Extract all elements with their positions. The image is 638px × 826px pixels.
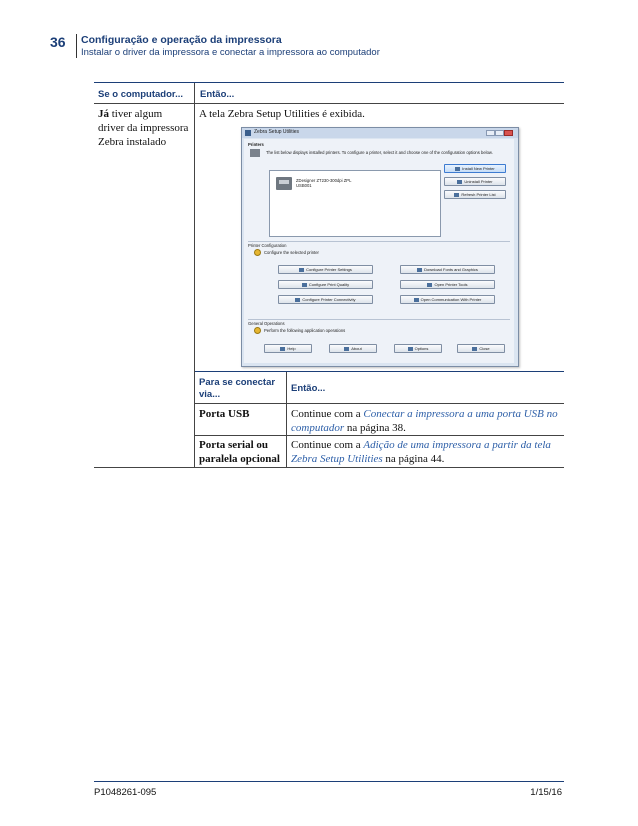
uninstall-icon [457, 180, 462, 184]
serial-prefix: Continue com a [291, 439, 361, 451]
subtable-row-rule [195, 435, 564, 436]
subrow-serial-label: Porta serial ou paralela opcional [199, 439, 280, 465]
row-condition-text: tiver algum driver da impressora Zebra instalado [98, 108, 189, 148]
download-icon [417, 268, 422, 272]
page-number: 36 [50, 34, 66, 50]
printer-list[interactable] [269, 170, 441, 237]
install-new-printer-button[interactable]: Install New Printer [444, 164, 506, 173]
table-top-rule [94, 82, 564, 83]
connectivity-icon [295, 298, 300, 302]
about-button[interactable]: About [329, 344, 377, 353]
general-operations-desc: Perform the following application operations [264, 328, 346, 333]
usb-suffix: na página 38. [346, 422, 406, 434]
close-button[interactable]: Close [457, 344, 505, 353]
window-title: Zebra Setup Utilities [254, 129, 300, 135]
subtable-header-rule [195, 403, 564, 404]
subrow-usb-label: Porta USB [199, 408, 250, 420]
close-app-icon [472, 347, 477, 351]
section-title: Instalar o driver da impressora e conectar a impressora ao computador [81, 47, 380, 58]
col-header-computer: Se o computador... [98, 89, 183, 100]
help-button[interactable]: Help [264, 344, 312, 353]
row-result: A tela Zebra Setup Utilities é exibida. [199, 108, 365, 120]
printer-name[interactable]: ZDesigner ZT230-300dpi ZPL [296, 178, 352, 183]
table-bottom-rule [94, 467, 564, 468]
printer-configuration-label: Printer Configuration [248, 243, 287, 248]
printer-port: USB001 [296, 183, 312, 188]
col-header-then: Então... [200, 89, 235, 100]
zebra-setup-window [241, 127, 519, 367]
printer-icon [250, 149, 260, 157]
table-column-divider [194, 83, 195, 468]
row-condition-bold: Já [98, 108, 109, 120]
configure-printer-connectivity-button[interactable]: Configure Printer Connectivity [278, 295, 373, 304]
chapter-title: Configuração e operação da impressora [81, 34, 282, 46]
subtable-top-rule [195, 371, 564, 372]
window-body [244, 139, 514, 363]
uninstall-printer-button[interactable]: Uninstall Printer [444, 177, 506, 186]
serial-connection-link[interactable]: Adição de uma impressora a partir da tela Zebra Setup Utilities [291, 439, 551, 465]
close-icon[interactable] [504, 130, 513, 136]
quality-icon [302, 283, 307, 287]
download-fonts-graphics-button[interactable]: Download Fonts and Graphics [400, 265, 495, 274]
settings-icon [299, 268, 304, 272]
refresh-icon [454, 193, 459, 197]
usb-connection-link[interactable]: Conectar a impressora a uma porta USB no computador [291, 408, 558, 434]
serial-suffix: na página 44. [385, 453, 445, 465]
window-titlebar [242, 128, 518, 138]
maximize-icon[interactable] [495, 130, 504, 136]
header-rule [94, 103, 564, 104]
install-icon [455, 167, 460, 171]
printers-description: The list below displays installed printers. To configure a printer, select it and choose one of the configuration options below. [266, 150, 493, 155]
document-id: P1048261-095 [94, 787, 157, 798]
refresh-printer-list-button[interactable]: Refresh Printer List [444, 190, 506, 199]
open-printer-tools-button[interactable]: Open Printer Tools [400, 280, 495, 289]
open-communication-button[interactable]: Open Communication With Printer [400, 295, 495, 304]
configure-printer-settings-button[interactable]: Configure Printer Settings [278, 265, 373, 274]
app-icon [245, 130, 251, 136]
footer-rule [94, 781, 564, 782]
operations-gear-icon [254, 327, 261, 334]
subcol-header-then: Então... [291, 383, 326, 394]
usb-prefix: Continue com a [291, 408, 361, 420]
subcol-header-connect: Para se conectar via... [199, 377, 276, 400]
tools-icon [427, 283, 432, 287]
printers-label: Printers [248, 142, 264, 147]
zebra-printer-icon [276, 177, 292, 190]
section-separator [248, 319, 510, 320]
help-icon [280, 347, 285, 351]
header-divider [76, 34, 77, 58]
subtable-column-divider [286, 372, 287, 468]
section-separator [248, 241, 510, 242]
general-operations-label: General Operations [248, 321, 285, 326]
options-button[interactable]: Options [394, 344, 442, 353]
subrow-serial-instruction [291, 438, 563, 466]
configure-print-quality-button[interactable]: Configure Print Quality [278, 280, 373, 289]
minimize-icon[interactable] [486, 130, 495, 136]
options-icon [408, 347, 413, 351]
document-date: 1/15/16 [530, 787, 562, 798]
printer-configuration-desc: Configure the selected printer [264, 250, 319, 255]
communication-icon [414, 298, 419, 302]
row-condition [98, 107, 190, 149]
settings-gear-icon [254, 249, 261, 256]
subrow-usb-instruction [291, 407, 563, 435]
about-icon [344, 347, 349, 351]
